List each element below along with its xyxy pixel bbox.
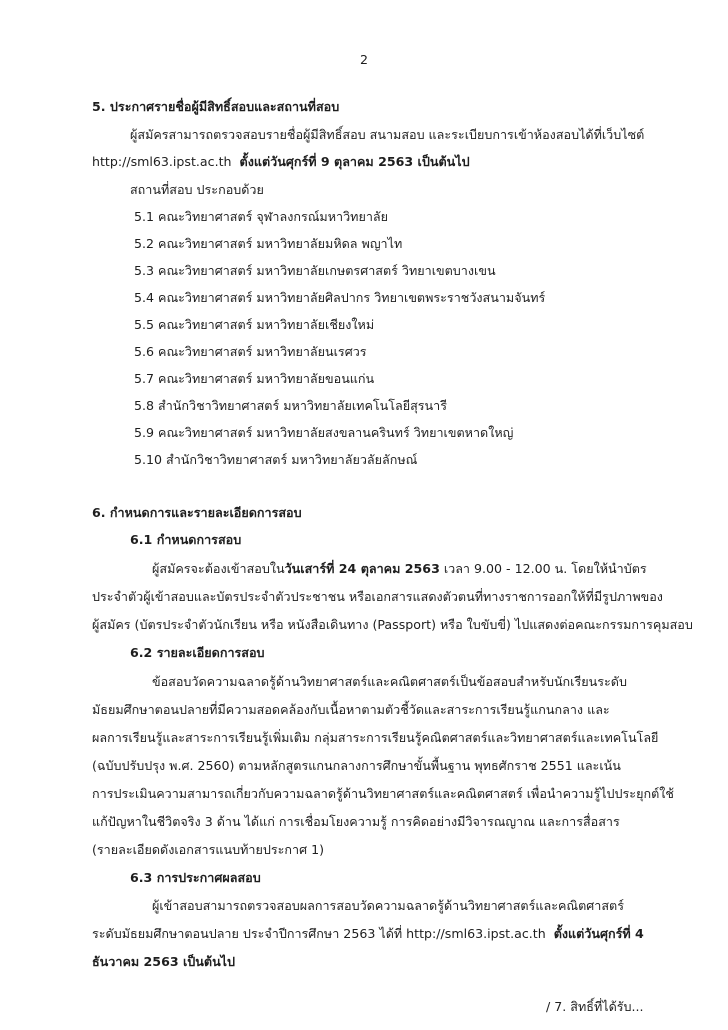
website-url: http://sml63.ipst.ac.th: [92, 154, 232, 169]
page-number: 2: [359, 52, 368, 67]
venue-item: 5.4 คณะวิทยาศาสตร์ มหาวิทยาลัยศิลปากร วิทยาเขตพระราชวังสนามจันทร์: [134, 290, 546, 305]
venue-item: 5.7 คณะวิทยาศาสตร์ มหาวิทยาลัยขอนแก่น: [134, 371, 375, 386]
section-6-3-line-1: ผู้เข้าสอบสามารถตรวจสอบผลการสอบวัดความฉลาดรู้ด้านวิทยาศาสตร์และคณิตศาสตร์: [152, 898, 624, 913]
results-sentence: ระดับมัธยมศึกษาตอนปลาย ประจำปีการศึกษา 2563 ได้ที่ http://sml63.ipst.ac.th: [92, 926, 546, 941]
section-5-paragraph-line-1: ผู้สมัครสามารถตรวจสอบรายชื่อผู้มีสิทธิ์สอบ สนามสอบ และระเบียบการเข้าห้องสอบได้ที่เว็บไซต์: [130, 127, 645, 142]
section-6-3-line-2: [92, 925, 644, 943]
exam-date: วันเสาร์ที่ 24 ตุลาคม 2563: [284, 561, 440, 576]
exam-sentence-start: ผู้สมัครจะต้องเข้าสอบใน: [152, 561, 285, 576]
announcement-date: ตั้งแต่วันศุกร์ที่ 9 ตุลาคม 2563 เป็นต้นไป: [239, 154, 470, 169]
venues-intro: สถานที่สอบ ประกอบด้วย: [130, 182, 264, 197]
venue-item: 5.2 คณะวิทยาศาสตร์ มหาวิทยาลัยมหิดล พญาไท: [134, 236, 403, 251]
section-6-2-line: มัธยมศึกษาตอนปลายที่มีความสอดคล้องกับเนื้อหาตามตัวชี้วัดและสาระการเรียนรู้แกนกลาง และ: [92, 702, 610, 717]
section-6-heading: 6. กำหนดการและรายละเอียดการสอบ: [92, 505, 302, 520]
continuation-note: / 7. สิทธิ์ที่ได้รับ...: [546, 999, 644, 1014]
venue-item: 5.8 สำนักวิชาวิทยาศาสตร์ มหาวิทยาลัยเทคโนโลยีสุรนารี: [134, 398, 447, 413]
section-6-2-line: แก้ปัญหาในชีวิตจริง 3 ด้าน ได้แก่ การเชื่อมโยงความรู้ การคิดอย่างมีวิจารณญาณ และการสื่อสาร: [92, 814, 620, 829]
venue-item: 5.10 สำนักวิชาวิทยาศาสตร์ มหาวิทยาลัยวลัยลักษณ์: [134, 452, 418, 467]
section-6-2-line: ผลการเรียนรู้และสาระการเรียนรู้เพิ่มเติม กลุ่มสาระการเรียนรู้คณิตศาสตร์และวิทยาศาสตร์และเทคโนโลยี: [92, 730, 659, 745]
venue-item: 5.5 คณะวิทยาศาสตร์ มหาวิทยาลัยเชียงใหม่: [134, 317, 375, 332]
section-6-1-line-3: ผู้สมัคร (บัตรประจำตัวนักเรียน หรือ หนังสือเดินทาง (Passport) หรือ ใบขับขี่) ไปแสดงต่อคณะกรรมการคุมสอบ: [92, 617, 693, 632]
section-5-paragraph-line-2: [92, 153, 470, 171]
exam-time: เวลา 9.00 - 12.00 น. โดยให้นำบัตร: [439, 561, 647, 576]
venue-item: 5.1 คณะวิทยาศาสตร์ จุฬาลงกรณ์มหาวิทยาลัย: [134, 209, 389, 224]
venue-item: 5.6 คณะวิทยาศาสตร์ มหาวิทยาลัยนเรศวร: [134, 344, 367, 359]
section-6-2-heading: 6.2 รายละเอียดการสอบ: [130, 645, 265, 660]
section-6-2-line: (ฉบับปรับปรุง พ.ศ. 2560) ตามหลักสูตรแกนกลางการศึกษาขั้นพื้นฐาน พุทธศักราช 2551 และเน้น: [92, 758, 621, 773]
section-6-1-line-2: ประจำตัวผู้เข้าสอบและบัตรประจำตัวประชาชน หรือเอกสารแสดงตัวตนที่ทางราชการออกให้ที่มีรูปภาพของ: [92, 589, 663, 604]
venue-item: 5.9 คณะวิทยาศาสตร์ มหาวิทยาลัยสงขลานครินทร์ วิทยาเขตหาดใหญ่: [134, 425, 514, 440]
section-6-2-line: (รายละเอียดดังเอกสารแนบท้ายประกาศ 1): [92, 842, 324, 857]
section-6-3-line-3: ธันวาคม 2563 เป็นต้นไป: [92, 954, 236, 969]
section-6-2-line: การประเมินความสามารถเกี่ยวกับความฉลาดรู้ด้านวิทยาศาสตร์และคณิตศาสตร์ เพื่อนำความรู้ไปประยุกต์ใช้: [92, 786, 674, 801]
section-6-3-heading: 6.3 การประกาศผลสอบ: [130, 870, 261, 885]
section-6-1-heading: 6.1 กำหนดการสอบ: [130, 532, 242, 547]
section-5-heading: 5. ประกาศรายชื่อผู้มีสิทธิ์สอบและสถานที่สอบ: [92, 99, 340, 114]
venue-item: 5.3 คณะวิทยาศาสตร์ มหาวิทยาลัยเกษตรศาสตร์ วิทยาเขตบางเขน: [134, 263, 496, 278]
results-date-start: ตั้งแต่วันศุกร์ที่ 4: [553, 926, 644, 941]
section-6-1-line-1: [152, 560, 647, 578]
section-6-2-line: ข้อสอบวัดความฉลาดรู้ด้านวิทยาศาสตร์และคณิตศาสตร์เป็นข้อสอบสำหรับนักเรียนระดับ: [152, 674, 627, 689]
